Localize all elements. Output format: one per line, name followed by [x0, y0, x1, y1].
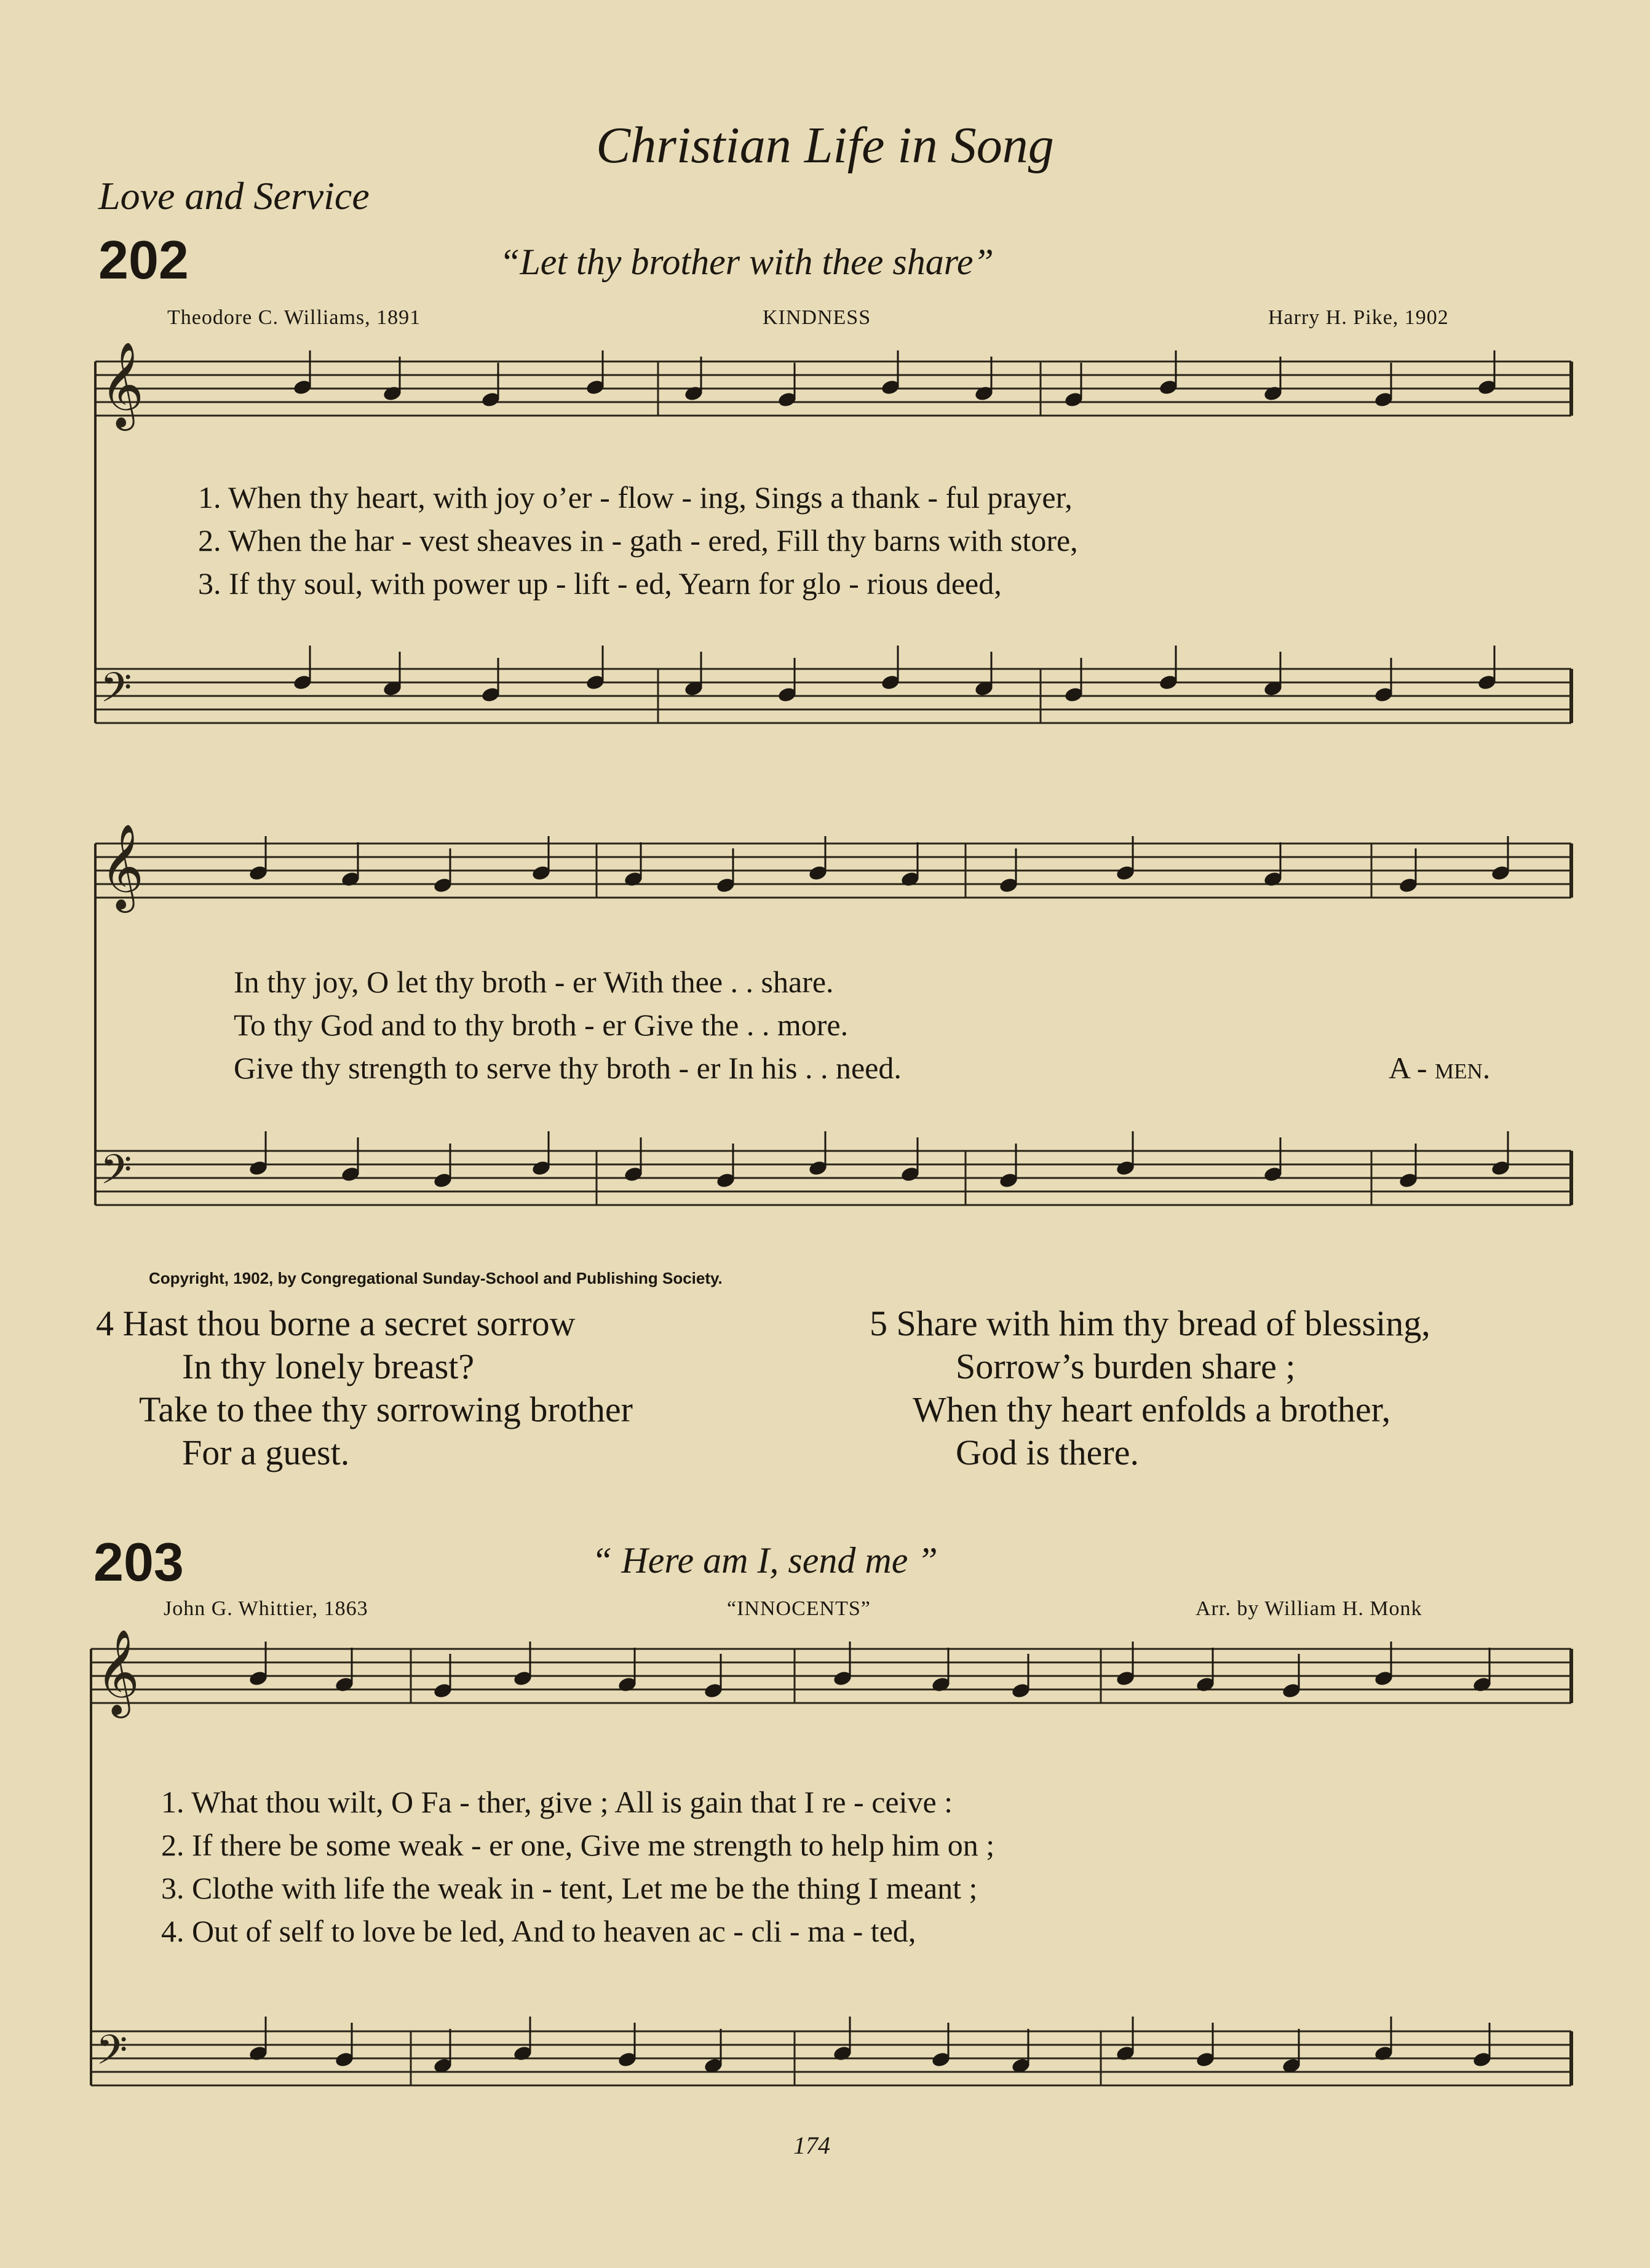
- h202-s1-treble-treble-clef: 𝄞: [100, 342, 144, 427]
- hymn-203-verse4: 4. Out of self to love be led, And to heaven ac - cli - ma - ted,: [161, 1914, 916, 1948]
- hymn-202-verse-4: 4 Hast thou borne a secret sorrow In thy lonely breast? Take to thee thy sorrowing brother For a guest.: [96, 1303, 633, 1472]
- hymn-203-author: John G. Whittier, 1863: [164, 1597, 368, 1620]
- hymn-203-tune: “INNOCENTS”: [727, 1597, 871, 1620]
- hymn-202-line1-verse1: 1. When thy heart, with joy o’er - flow - ing, Sings a thank - ful prayer,: [198, 480, 1073, 515]
- hymn-203-verse2: 2. If there be some weak - er one, Give me strength to help him on ;: [161, 1828, 995, 1862]
- hymn-203-motto: “ Here am I, send me ”: [592, 1540, 938, 1581]
- hymn-202-line2-verse3: Give thy strength to serve thy broth - er In his . . need.: [234, 1051, 902, 1085]
- hymn-202-composer: Harry H. Pike, 1902: [1268, 306, 1449, 329]
- h203-bass-bass-clef: 𝄢: [96, 2026, 128, 2084]
- hymn-202-line1-verse2: 2. When the har - vest sheaves in - gath - ered, Fill thy barns with store,: [198, 523, 1078, 558]
- hymn-203-verse3: 3. Clothe with life the weak in - tent, Let me be the thing I meant ;: [161, 1871, 978, 1905]
- hymn-202-motto: “Let thy brother with thee share”: [499, 242, 994, 282]
- hymn-202-line2-verse2: To thy God and to thy broth - er Give the . . more.: [234, 1008, 849, 1042]
- hymn-203-number: 203: [93, 1531, 184, 1592]
- page-number: 174: [793, 2132, 830, 2159]
- hymn-203-composer: Arr. by William H. Monk: [1196, 1597, 1422, 1620]
- hymn-202-copyright: Copyright, 1902, by Congregational Sunday-School and Publishing Society.: [149, 1269, 723, 1287]
- hymn-202-amen: A - men.: [1389, 1051, 1491, 1085]
- hymn-202-number: 202: [98, 229, 189, 290]
- h202-s2-bass-bass-clef: 𝄢: [100, 1146, 132, 1203]
- hymn-202-author: Theodore C. Williams, 1891: [167, 306, 421, 329]
- hymn-202-verse-5: 5 Share with him thy bread of blessing, Sorrow’s burden share ; When thy heart enfolds a brother, God is there.: [870, 1303, 1430, 1472]
- hymn-202-line2-verse1: In thy joy, O let thy broth - er With thee . . share.: [234, 965, 834, 999]
- h203-treble-treble-clef: 𝄞: [96, 1629, 140, 1715]
- section-title: Love and Service: [98, 174, 370, 218]
- hymn-202-tune: KINDNESS: [763, 306, 871, 329]
- h202-s2-treble-treble-clef: 𝄞: [100, 824, 144, 909]
- h202-s1-bass-bass-clef: 𝄢: [100, 664, 132, 721]
- running-head: Christian Life in Song: [596, 117, 1054, 174]
- hymn-203-verse1: 1. What thou wilt, O Fa - ther, give ; All is gain that I re - ceive :: [161, 1785, 953, 1819]
- hymn-202-line1-verse3: 3. If thy soul, with power up - lift - ed, Yearn for glo - rious deed,: [198, 566, 1002, 601]
